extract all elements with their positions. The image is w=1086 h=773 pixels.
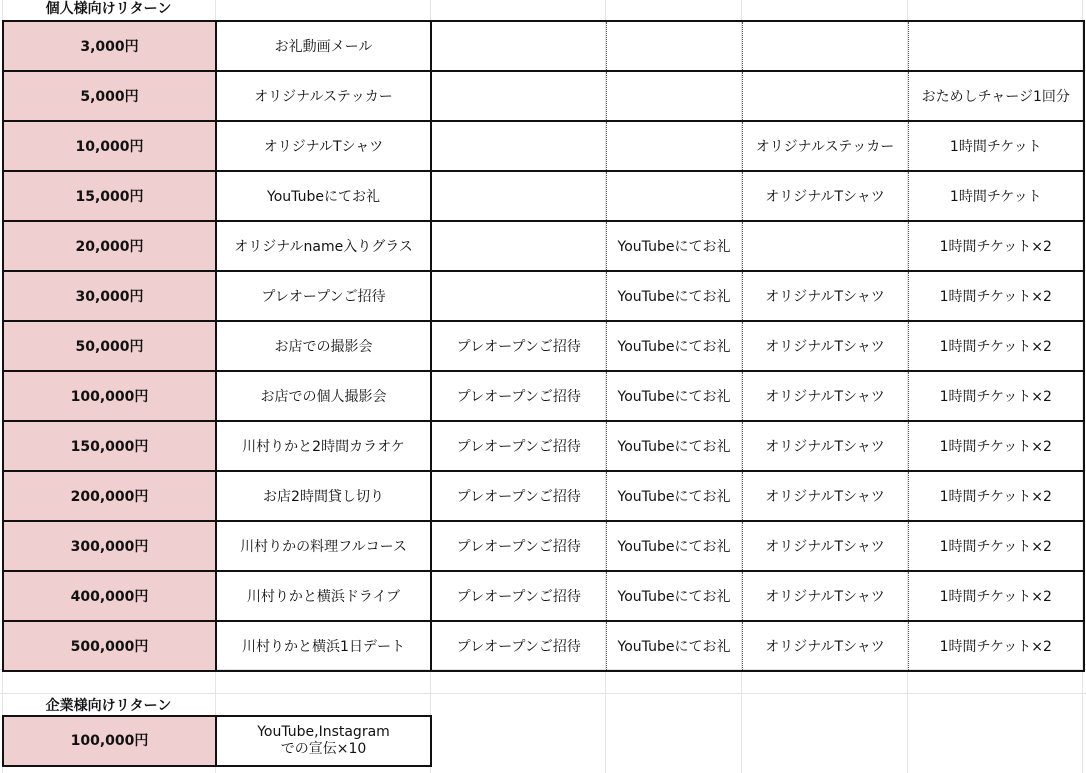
table-row	[3, 521, 1084, 571]
table-row	[3, 471, 1084, 521]
return-item-cell: YouTubeにてお礼	[216, 171, 431, 221]
table-row	[3, 271, 1084, 321]
return-item-cell: オリジナルTシャツ	[742, 321, 908, 371]
return-item-cell: オリジナルTシャツ	[742, 421, 908, 471]
table-row	[3, 421, 1084, 471]
amount-cell: 150,000円	[3, 421, 216, 471]
return-item-cell	[908, 21, 1084, 71]
return-item-cell: オリジナルTシャツ	[742, 571, 908, 621]
return-item-line: での宣伝×10	[280, 741, 367, 757]
return-item-cell: YouTubeにてお礼	[606, 271, 742, 321]
amount-cell: 100,000円	[3, 716, 216, 766]
table-row	[3, 121, 1084, 171]
return-item-cell: YouTubeにてお礼	[606, 221, 742, 271]
return-item-cell: オリジナルname入りグラス	[216, 221, 431, 271]
table-row	[3, 21, 1084, 71]
amount-cell: 200,000円	[3, 471, 216, 521]
return-item-cell: プレオープンご招待	[431, 471, 606, 521]
return-item-cell	[216, 716, 431, 766]
table-row	[3, 221, 1084, 271]
return-item-cell	[742, 21, 908, 71]
table-row	[3, 371, 1084, 421]
return-item-cell: 川村りかの料理フルコース	[216, 521, 431, 571]
amount-cell: 30,000円	[3, 271, 216, 321]
amount-cell: 20,000円	[3, 221, 216, 271]
amount-cell: 15,000円	[3, 171, 216, 221]
return-item-cell	[431, 21, 606, 71]
return-item-cell: 1時間チケット×2	[908, 321, 1084, 371]
amount-cell: 10,000円	[3, 121, 216, 171]
return-item-cell: YouTubeにてお礼	[606, 471, 742, 521]
return-item-cell: YouTubeにてお礼	[606, 421, 742, 471]
amount-cell: 100,000円	[3, 371, 216, 421]
table-row	[3, 571, 1084, 621]
return-item-cell	[742, 221, 908, 271]
amount-cell: 3,000円	[3, 21, 216, 71]
return-item-cell: オリジナルTシャツ	[742, 521, 908, 571]
return-item-cell: プレオープンご招待	[431, 371, 606, 421]
return-item-cell: プレオープンご招待	[431, 571, 606, 621]
return-item-cell: オリジナルステッカー	[216, 71, 431, 121]
return-item-cell: YouTubeにてお礼	[606, 571, 742, 621]
return-item-line: YouTube,Instagram	[257, 724, 390, 740]
return-item-cell: オリジナルTシャツ	[742, 371, 908, 421]
return-item-cell: 川村りかと横浜1日デート	[216, 621, 431, 671]
return-item-cell	[606, 171, 742, 221]
return-item-cell	[431, 271, 606, 321]
return-item-cell: 1時間チケット×2	[908, 471, 1084, 521]
return-item-cell: 1時間チケット×2	[908, 271, 1084, 321]
return-item-cell	[606, 21, 742, 71]
table-row	[3, 716, 431, 766]
return-item-cell: 1時間チケット×2	[908, 371, 1084, 421]
individual-returns-title: 個人様向けリターン	[45, 1, 172, 17]
return-item-cell: お店2時間貸し切り	[216, 471, 431, 521]
return-item-cell: オリジナルTシャツ	[742, 471, 908, 521]
amount-cell: 500,000円	[3, 621, 216, 671]
return-item-cell: YouTubeにてお礼	[606, 521, 742, 571]
return-item-cell: 1時間チケット×2	[908, 221, 1084, 271]
amount-cell: 50,000円	[3, 321, 216, 371]
return-item-cell: オリジナルTシャツ	[742, 621, 908, 671]
return-item-cell: 川村りかと横浜ドライブ	[216, 571, 431, 621]
grid-line	[0, 693, 1086, 694]
return-item-cell	[742, 71, 908, 121]
amount-cell: 300,000円	[3, 521, 216, 571]
return-item-cell: プレオープンご招待	[431, 621, 606, 671]
return-item-cell	[431, 71, 606, 121]
individual-returns-table	[2, 20, 1085, 672]
return-item-cell: オリジナルステッカー	[742, 121, 908, 171]
return-item-cell	[431, 221, 606, 271]
return-item-cell: プレオープンご招待	[216, 271, 431, 321]
return-item-cell	[606, 71, 742, 121]
table-row	[3, 321, 1084, 371]
return-item-cell	[431, 171, 606, 221]
return-item-cell: おためしチャージ1回分	[908, 71, 1084, 121]
table-row	[3, 621, 1084, 671]
table-row	[3, 71, 1084, 121]
return-item-cell: オリジナルTシャツ	[216, 121, 431, 171]
return-item-cell: 1時間チケット	[908, 121, 1084, 171]
corporate-returns-title: 企業様向けリターン	[45, 698, 172, 714]
return-item-cell: オリジナルTシャツ	[742, 171, 908, 221]
return-item-cell: 1時間チケット×2	[908, 421, 1084, 471]
amount-cell: 5,000円	[3, 71, 216, 121]
return-item-cell: 川村りかと2時間カラオケ	[216, 421, 431, 471]
return-item-cell: プレオープンご招待	[431, 421, 606, 471]
amount-cell: 400,000円	[3, 571, 216, 621]
return-item-cell: YouTubeにてお礼	[606, 371, 742, 421]
return-item-cell: YouTubeにてお礼	[606, 621, 742, 671]
return-item-cell: プレオープンご招待	[431, 321, 606, 371]
return-item-cell: プレオープンご招待	[431, 521, 606, 571]
return-item-cell	[431, 121, 606, 171]
return-item-cell: お礼動画メール	[216, 21, 431, 71]
return-item-cell: 1時間チケット×2	[908, 621, 1084, 671]
return-item-cell	[606, 121, 742, 171]
return-item-cell: 1時間チケット	[908, 171, 1084, 221]
return-item-cell: オリジナルTシャツ	[742, 271, 908, 321]
return-item-cell: お店での個人撮影会	[216, 371, 431, 421]
return-item-cell: 1時間チケット×2	[908, 521, 1084, 571]
return-item-cell: お店での撮影会	[216, 321, 431, 371]
return-item-cell: YouTubeにてお礼	[606, 321, 742, 371]
corporate-returns-table	[2, 715, 432, 767]
table-row	[3, 171, 1084, 221]
return-item-cell: 1時間チケット×2	[908, 571, 1084, 621]
